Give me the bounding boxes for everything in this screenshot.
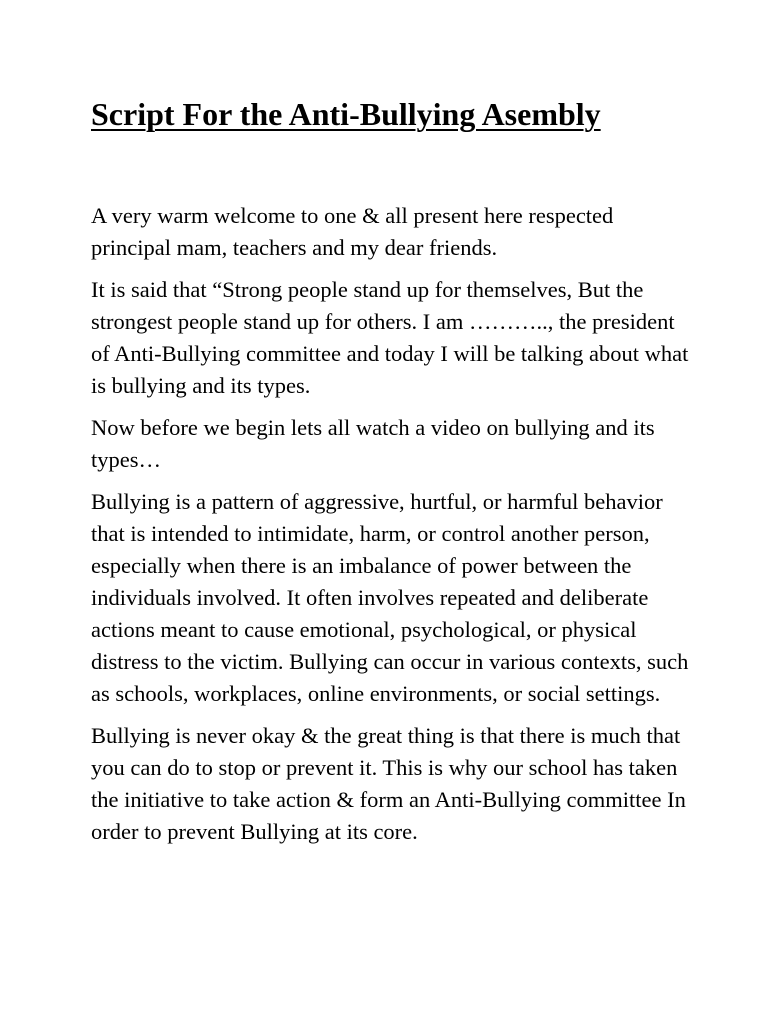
paragraph-committee: Bullying is never okay & the great thing is that there is much that you can do to stop or prevent it. This is why our school has taken the initiative to take action & form an Anti-Bullying committee In order to prevent Bullying at its core. xyxy=(91,723,686,844)
document-title: Script For the Anti-Bullying Asembly xyxy=(91,96,601,132)
paragraph-welcome: A very warm welcome to one & all present here respected principal mam, teachers and my dear friends. xyxy=(91,203,614,260)
paragraph-video: Now before we begin lets all watch a video on bullying and its types… xyxy=(91,415,655,472)
document-page xyxy=(91,94,691,858)
paragraph-definition: Bullying is a pattern of aggressive, hurtful, or harmful behavior that is intended to intimidate, harm, or control another person, especially when there is an imbalance of power between the individuals involved. It often involves repeated and deliberate actions meant to cause emotional, psychological, or physical distress to the victim. Bullying can occur in various contexts, such as schools, workplaces, online environments, or social settings. xyxy=(91,489,689,706)
paragraph-quote: It is said that “Strong people stand up for themselves, But the strongest people stand up for others. I am ……….., the president of Anti-Bullying committee and today I will be talking about what is bullying and its types. xyxy=(91,277,689,398)
document-body xyxy=(91,200,691,848)
